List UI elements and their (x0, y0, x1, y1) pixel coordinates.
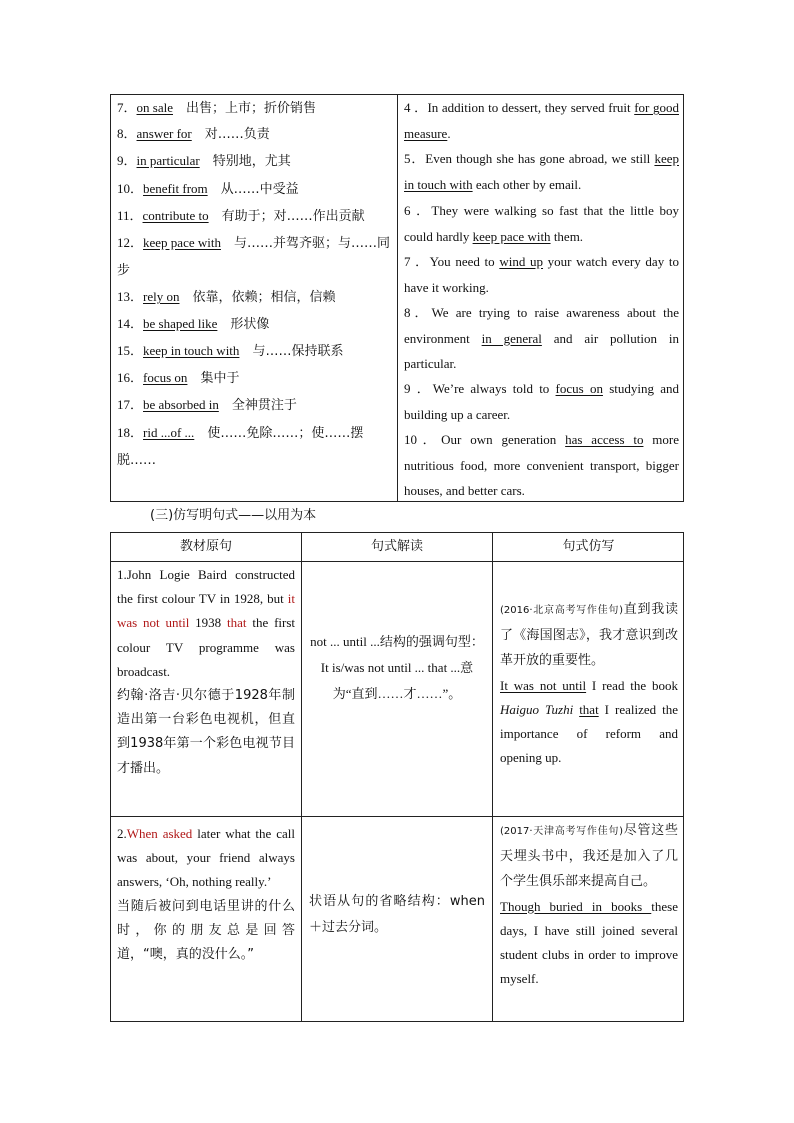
example-sentence: 10．Our own generation has access to more nutritious food, more convenient transport, bigger houses, and better cars. (404, 432, 679, 499)
header-imitation: 句式仿写 (562, 539, 615, 554)
example-sentence: 9 ．We’re always told to focus on studying and building up a career. (404, 381, 679, 422)
imitation-2: (2017·天津高考写作佳句)尽管这些天埋头书中，我还是加入了几个学生俱乐部来提高自己。 Though buried in books these days, I have still joined several student clubs in order to improve myself. (500, 823, 678, 987)
vocab-table (110, 94, 684, 502)
header-explanation: 句式解读 (370, 539, 423, 554)
phrase-item: 18．rid ...of ... 使……免除……；使……摆脱…… (117, 425, 364, 468)
phrase-item: 16．focus on 集中于 (117, 370, 240, 386)
column-divider (397, 95, 398, 501)
example-sentence: 5．Even though she has gone abroad, we still keep in touch with each other by email. (404, 151, 679, 192)
column-divider (301, 533, 302, 1021)
phrase-item: 15．keep in touch with 与……保持联系 (117, 343, 344, 359)
explanation-2: 状语从句的省略结构：when＋过去分词。 (309, 894, 485, 935)
section-caption: (三)仿写明句式——以用为本 (150, 508, 317, 523)
original-sentence-1: 1.John Logie Baird constructed the first colour TV in 1928, but it was not until 1938 that the first colour TV programme was broadcast. 约翰·洛吉·贝尔德于1928年制造出第一台彩色电视机，但直到1938年第一个彩色电视节目才播出。 (117, 563, 295, 781)
imitation-1: (2016·北京高考写作佳句)直到我读了《海国图志》，我才意识到改革开放的重要性。 It was not until I read the book Haiguo Tuzhi that I realized the importance of reform and opening up. (500, 602, 679, 766)
sentence-pattern-table (110, 532, 684, 1022)
column-divider (492, 533, 493, 1021)
source-label: (2017·天津高考写作佳句) (500, 826, 624, 837)
phrase-item: 9．in particular 特别地，尤其 (117, 153, 291, 169)
original-translation-1: 约翰·洛吉·贝尔德于1928年制造出第一台彩色电视机，但直到1938年第一个彩色电视节目才播出。 (117, 688, 295, 776)
phrase-item: 10．benefit from 从……中受益 (117, 181, 299, 197)
phrase-item: 11．contribute to 有助于；对……作出贡献 (117, 208, 365, 224)
original-translation-2: 当随后被问到电话里讲的什么时，你的朋友总是回答道，“噢，真的没什么。” (117, 898, 295, 963)
example-sentence: 4 ．In addition to dessert, they served fruit for good measure. (404, 100, 679, 141)
phrase-item: 12．keep pace with 与……并驾齐驱；与……同步 (117, 235, 391, 278)
original-sentence-2: 2.When asked later what the call was about, your friend always answers, ‘Oh, nothing really.’ 当随后被问到电话里讲的什么时，你的朋友总是回答道，“噢，真的没什么。” (117, 822, 295, 967)
example-sentence: 6 ．They were walking so fast that the little boy could hardly keep pace with them. (404, 203, 679, 244)
example-sentence: 7 ．You need to wind up your watch every day to have it working. (404, 254, 679, 295)
phrase-item: 13．rely on 依靠，依赖；相信，信赖 (117, 289, 336, 305)
row-divider (111, 561, 683, 562)
phrase-item: 14．be shaped like 形状像 (117, 316, 270, 332)
phrase-item: 8．answer for 对……负责 (117, 126, 270, 142)
phrase-item: 17．be absorbed in 全神贯注于 (117, 397, 297, 413)
example-sentence: 8．We are trying to raise awareness about the environment in general and air pollution in particular. (404, 305, 679, 372)
header-original: 教材原句 (179, 539, 232, 554)
explanation-1: not ... until ...结构的强调句型： It is/was not until ... that ...意为“直到……才……”。 (310, 634, 484, 701)
row-divider (111, 816, 683, 817)
phrase-item: 7．on sale 出售；上市；折价销售 (117, 100, 317, 116)
source-label: (2016·北京高考写作佳句) (500, 605, 624, 616)
